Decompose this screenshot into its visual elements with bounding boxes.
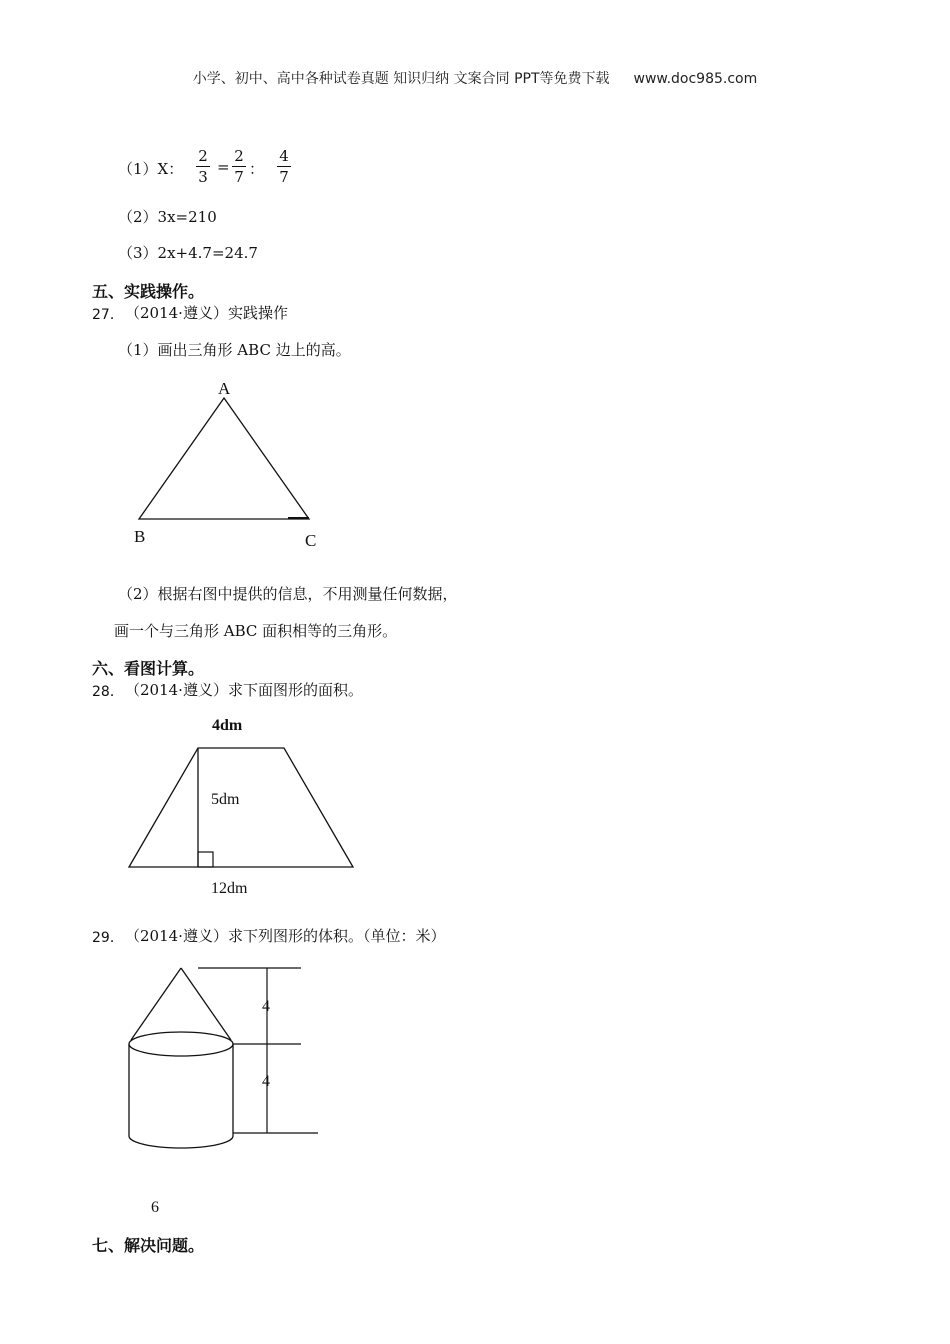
question-27-number: 27． <box>92 307 124 323</box>
vertex-a-label: A <box>218 379 231 398</box>
section-6-heading: 六、看图计算。 <box>92 659 205 678</box>
equation-3: （3）2x+4.7=24.7 <box>118 244 258 262</box>
question-27-part-2-line-1: （2）根据右图中提供的信息，不用测量任何数据， <box>118 585 458 603</box>
cone-left-edge <box>131 968 181 1040</box>
cylinder-height-label: 4 <box>262 1073 270 1090</box>
question-27-part-1: （1）画出三角形 ABC 边上的高。 <box>118 341 351 359</box>
header-site: www.doc985.com <box>633 71 758 87</box>
trapezoid-top-label: 4dm <box>212 717 243 734</box>
trapezoid-height-label: 5dm <box>211 791 240 808</box>
fraction-numerator: 2 <box>198 147 208 165</box>
equation-1-prefix: （1）X： <box>118 160 184 178</box>
question-27-text: （2014·遵义）实践操作 <box>125 304 288 322</box>
ratio-colon: ： <box>249 160 265 178</box>
cone-right-edge <box>181 968 231 1040</box>
section-5-heading: 五、实践操作。 <box>92 282 205 301</box>
fraction-denominator: 7 <box>234 168 244 186</box>
question-28-text: （2014·遵义）求下面图形的面积。 <box>125 681 363 699</box>
fraction-denominator: 7 <box>279 168 289 186</box>
cylinder-top-ellipse <box>129 1032 233 1056</box>
fraction-numerator: 4 <box>279 147 289 165</box>
fraction-denominator: 3 <box>198 168 208 186</box>
question-29-number: 29． <box>92 930 124 946</box>
equals-sign: = <box>217 158 230 176</box>
header-text: 小学、初中、高中各种试卷真题 知识归纳 文案合同 PPT等免费下载 <box>192 71 610 87</box>
cylinder-bottom-arc <box>129 1136 233 1148</box>
cone-height-label: 4 <box>262 998 270 1015</box>
equation-2: （2）3x=210 <box>118 208 217 226</box>
question-29-text: （2014·遵义）求下列图形的体积。（单位：米） <box>125 927 446 945</box>
diameter-label: 6 <box>151 1199 159 1216</box>
question-27-part-2-line-2: 画一个与三角形 ABC 面积相等的三角形。 <box>114 622 398 640</box>
question-28-number: 28． <box>92 684 124 700</box>
fraction-numerator: 2 <box>234 147 244 165</box>
vertex-c-label: C <box>305 531 317 550</box>
trapezoid-bottom-label: 12dm <box>211 880 248 897</box>
vertex-b-label: B <box>134 527 146 546</box>
section-7-heading: 七、解决问题。 <box>92 1236 205 1255</box>
